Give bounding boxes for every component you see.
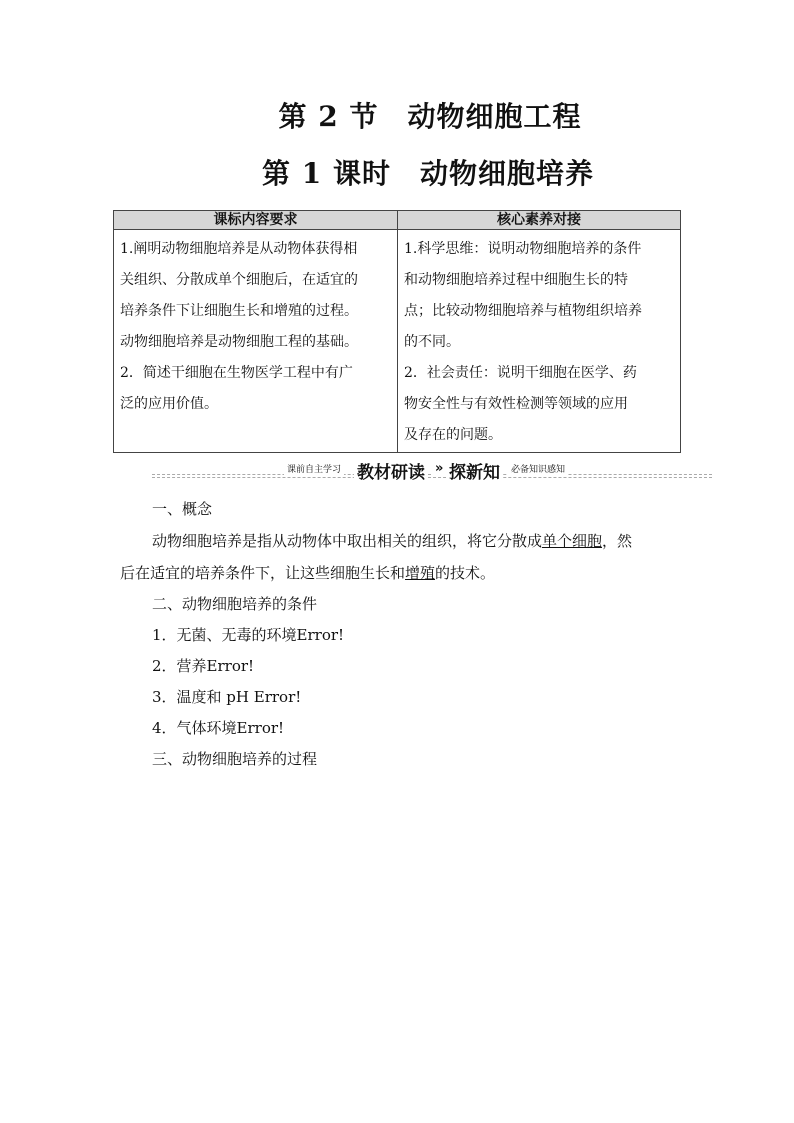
text-run: 动物细胞培养是指从动物体中取出相关的组织，将它分散成 <box>152 532 543 550</box>
concept-line-1 <box>152 530 692 551</box>
standards-cell <box>114 230 398 453</box>
text-run: 后在适宜的培养条件下，让这些细胞生长和 <box>120 564 406 582</box>
competencies-line: 的不同。 <box>404 334 460 350</box>
standards-line: 泛的应用价值。 <box>120 396 218 412</box>
section-banner <box>152 458 712 483</box>
underlined-term: 单个细胞 <box>542 532 603 550</box>
heading-conditions: 二、动物细胞培养的条件 <box>152 595 318 613</box>
standards-line: 2．简述干细胞在生物医学工程中有广 <box>120 365 353 381</box>
standards-line: 培养条件下让细胞生长和增殖的过程。 <box>120 303 358 319</box>
underlined-term: 增殖 <box>405 564 436 582</box>
competencies-line: 及存在的问题。 <box>404 427 502 443</box>
requirements-table <box>113 210 681 453</box>
banner-right-label: 必备知识感知 <box>508 462 568 475</box>
condition-item: 3．温度和 pH Error! <box>152 688 302 706</box>
competencies-line: 2．社会责任：说明干细胞在医学、药 <box>404 365 637 381</box>
condition-item: 2．营养Error! <box>152 657 255 675</box>
table-header-competencies: 核心素养对接 <box>398 211 681 230</box>
lesson-title: 第 1 课时 动物细胞培养 <box>262 157 594 190</box>
competencies-line: 物安全性与有效性检测等领域的应用 <box>404 396 628 412</box>
condition-item: 4．气体环境Error! <box>152 719 285 737</box>
standards-line: 1.阐明动物细胞培养是从动物体获得相 <box>120 241 358 257</box>
text-run: ，然 <box>602 532 633 550</box>
heading-process: 三、动物细胞培养的过程 <box>152 750 318 768</box>
standards-line: 动物细胞培养是动物细胞工程的基础。 <box>120 334 358 350</box>
standards-line: 关组织、分散成单个细胞后，在适宜的 <box>120 272 358 288</box>
table-header-standards: 课标内容要求 <box>114 211 398 230</box>
banner-arrow-icon: » <box>432 461 446 476</box>
banner-main-label: 教材研读 <box>354 458 428 483</box>
banner-rule <box>152 477 712 478</box>
section-title: 第 2 节 动物细胞工程 <box>278 100 582 133</box>
heading-concept: 一、概念 <box>152 500 213 518</box>
competencies-line: 点；比较动物细胞培养与植物组织培养 <box>404 303 642 319</box>
competencies-cell <box>398 230 681 453</box>
condition-item: 1．无菌、无毒的环境Error! <box>152 626 345 644</box>
concept-line-2 <box>120 562 680 583</box>
competencies-line: 和动物细胞培养过程中细胞生长的特 <box>404 272 628 288</box>
competencies-line: 1.科学思维：说明动物细胞培养的条件 <box>404 241 642 257</box>
banner-main-label-2: 探新知 <box>446 458 503 483</box>
banner-left-label: 课前自主学习 <box>284 462 344 475</box>
text-run: 的技术。 <box>435 564 496 582</box>
